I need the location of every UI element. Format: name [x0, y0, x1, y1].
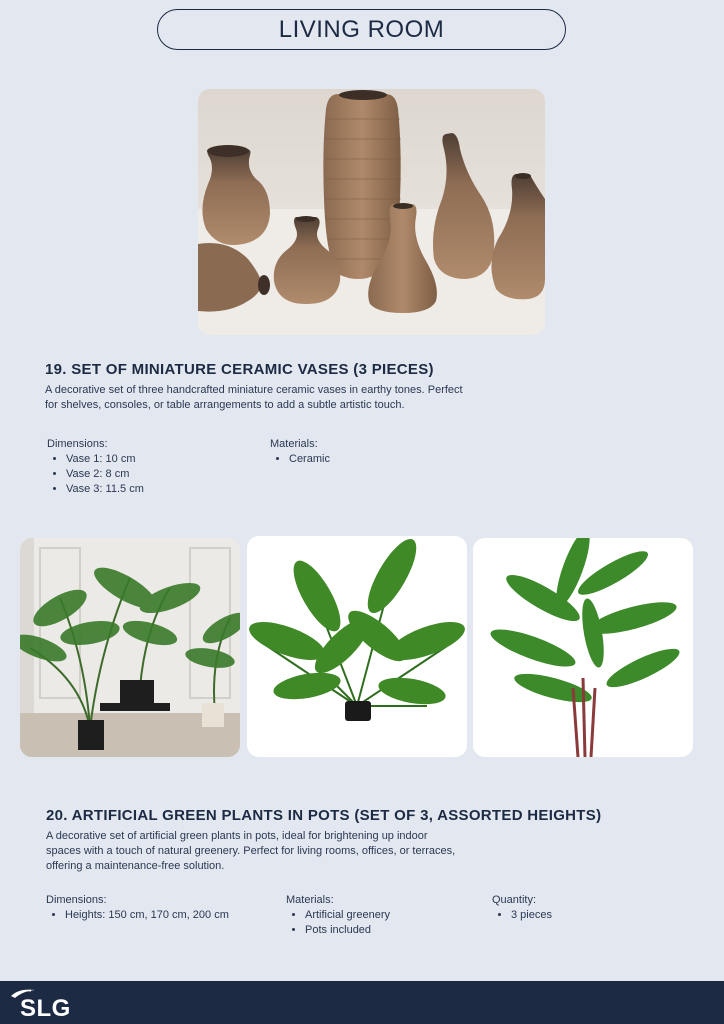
plants-room-photo [20, 538, 240, 757]
item-19-description: A decorative set of three handcrafted miniature ceramic vases in earthy tones. Perfect for shelves, consoles, or table arrangements to add a subtle artistic touch. [45, 384, 463, 411]
dimension-item: • Vase 3: 11.5 cm [66, 482, 144, 497]
company-logo: SLG [20, 995, 71, 1022]
item-20-heading: 20. ARTIFICIAL GREEN PLANTS IN POTS (SET OF 3, ASSORTED HEIGHTS) [46, 807, 602, 824]
dimension-item: • Heights: 150 cm, 170 cm, 200 cm [65, 908, 229, 923]
quantity-label: Quantity: [492, 894, 537, 906]
dimensions-label: Dimensions: [47, 438, 108, 450]
item-20-description: A decorative set of artificial green plants in pots, ideal for brightening up indoor spaces with a touch of natural greenery. Perfect for living rooms, offices, or terraces, offering a maintenance-free solution. [46, 830, 456, 872]
section-title: LIVING ROOM [278, 15, 445, 43]
dimension-item: • Vase 2: 8 cm [66, 467, 144, 482]
footer-bar [0, 981, 724, 1024]
material-item: • Pots included [305, 923, 390, 938]
section-title-pill [157, 9, 566, 50]
materials-label: Materials: [270, 438, 318, 450]
materials-label: Materials: [286, 894, 334, 906]
item-20-materials [286, 893, 390, 938]
plant-areca-photo [473, 538, 693, 757]
item-19-materials [270, 437, 330, 467]
dimension-item: • Vase 1: 10 cm [66, 452, 144, 467]
plant-palm-photo [247, 536, 467, 757]
item-19-dimensions [47, 437, 144, 497]
item-20-quantity [492, 893, 552, 923]
material-item: • Ceramic [289, 452, 330, 467]
quantity-item: • 3 pieces [511, 908, 552, 923]
item-20-dimensions [46, 893, 229, 923]
material-item: • Artificial greenery [305, 908, 390, 923]
dimensions-label: Dimensions: [46, 894, 107, 906]
vases-photo [198, 89, 545, 335]
item-19-heading: 19. SET OF MINIATURE CERAMIC VASES (3 PIECES) [45, 361, 434, 378]
